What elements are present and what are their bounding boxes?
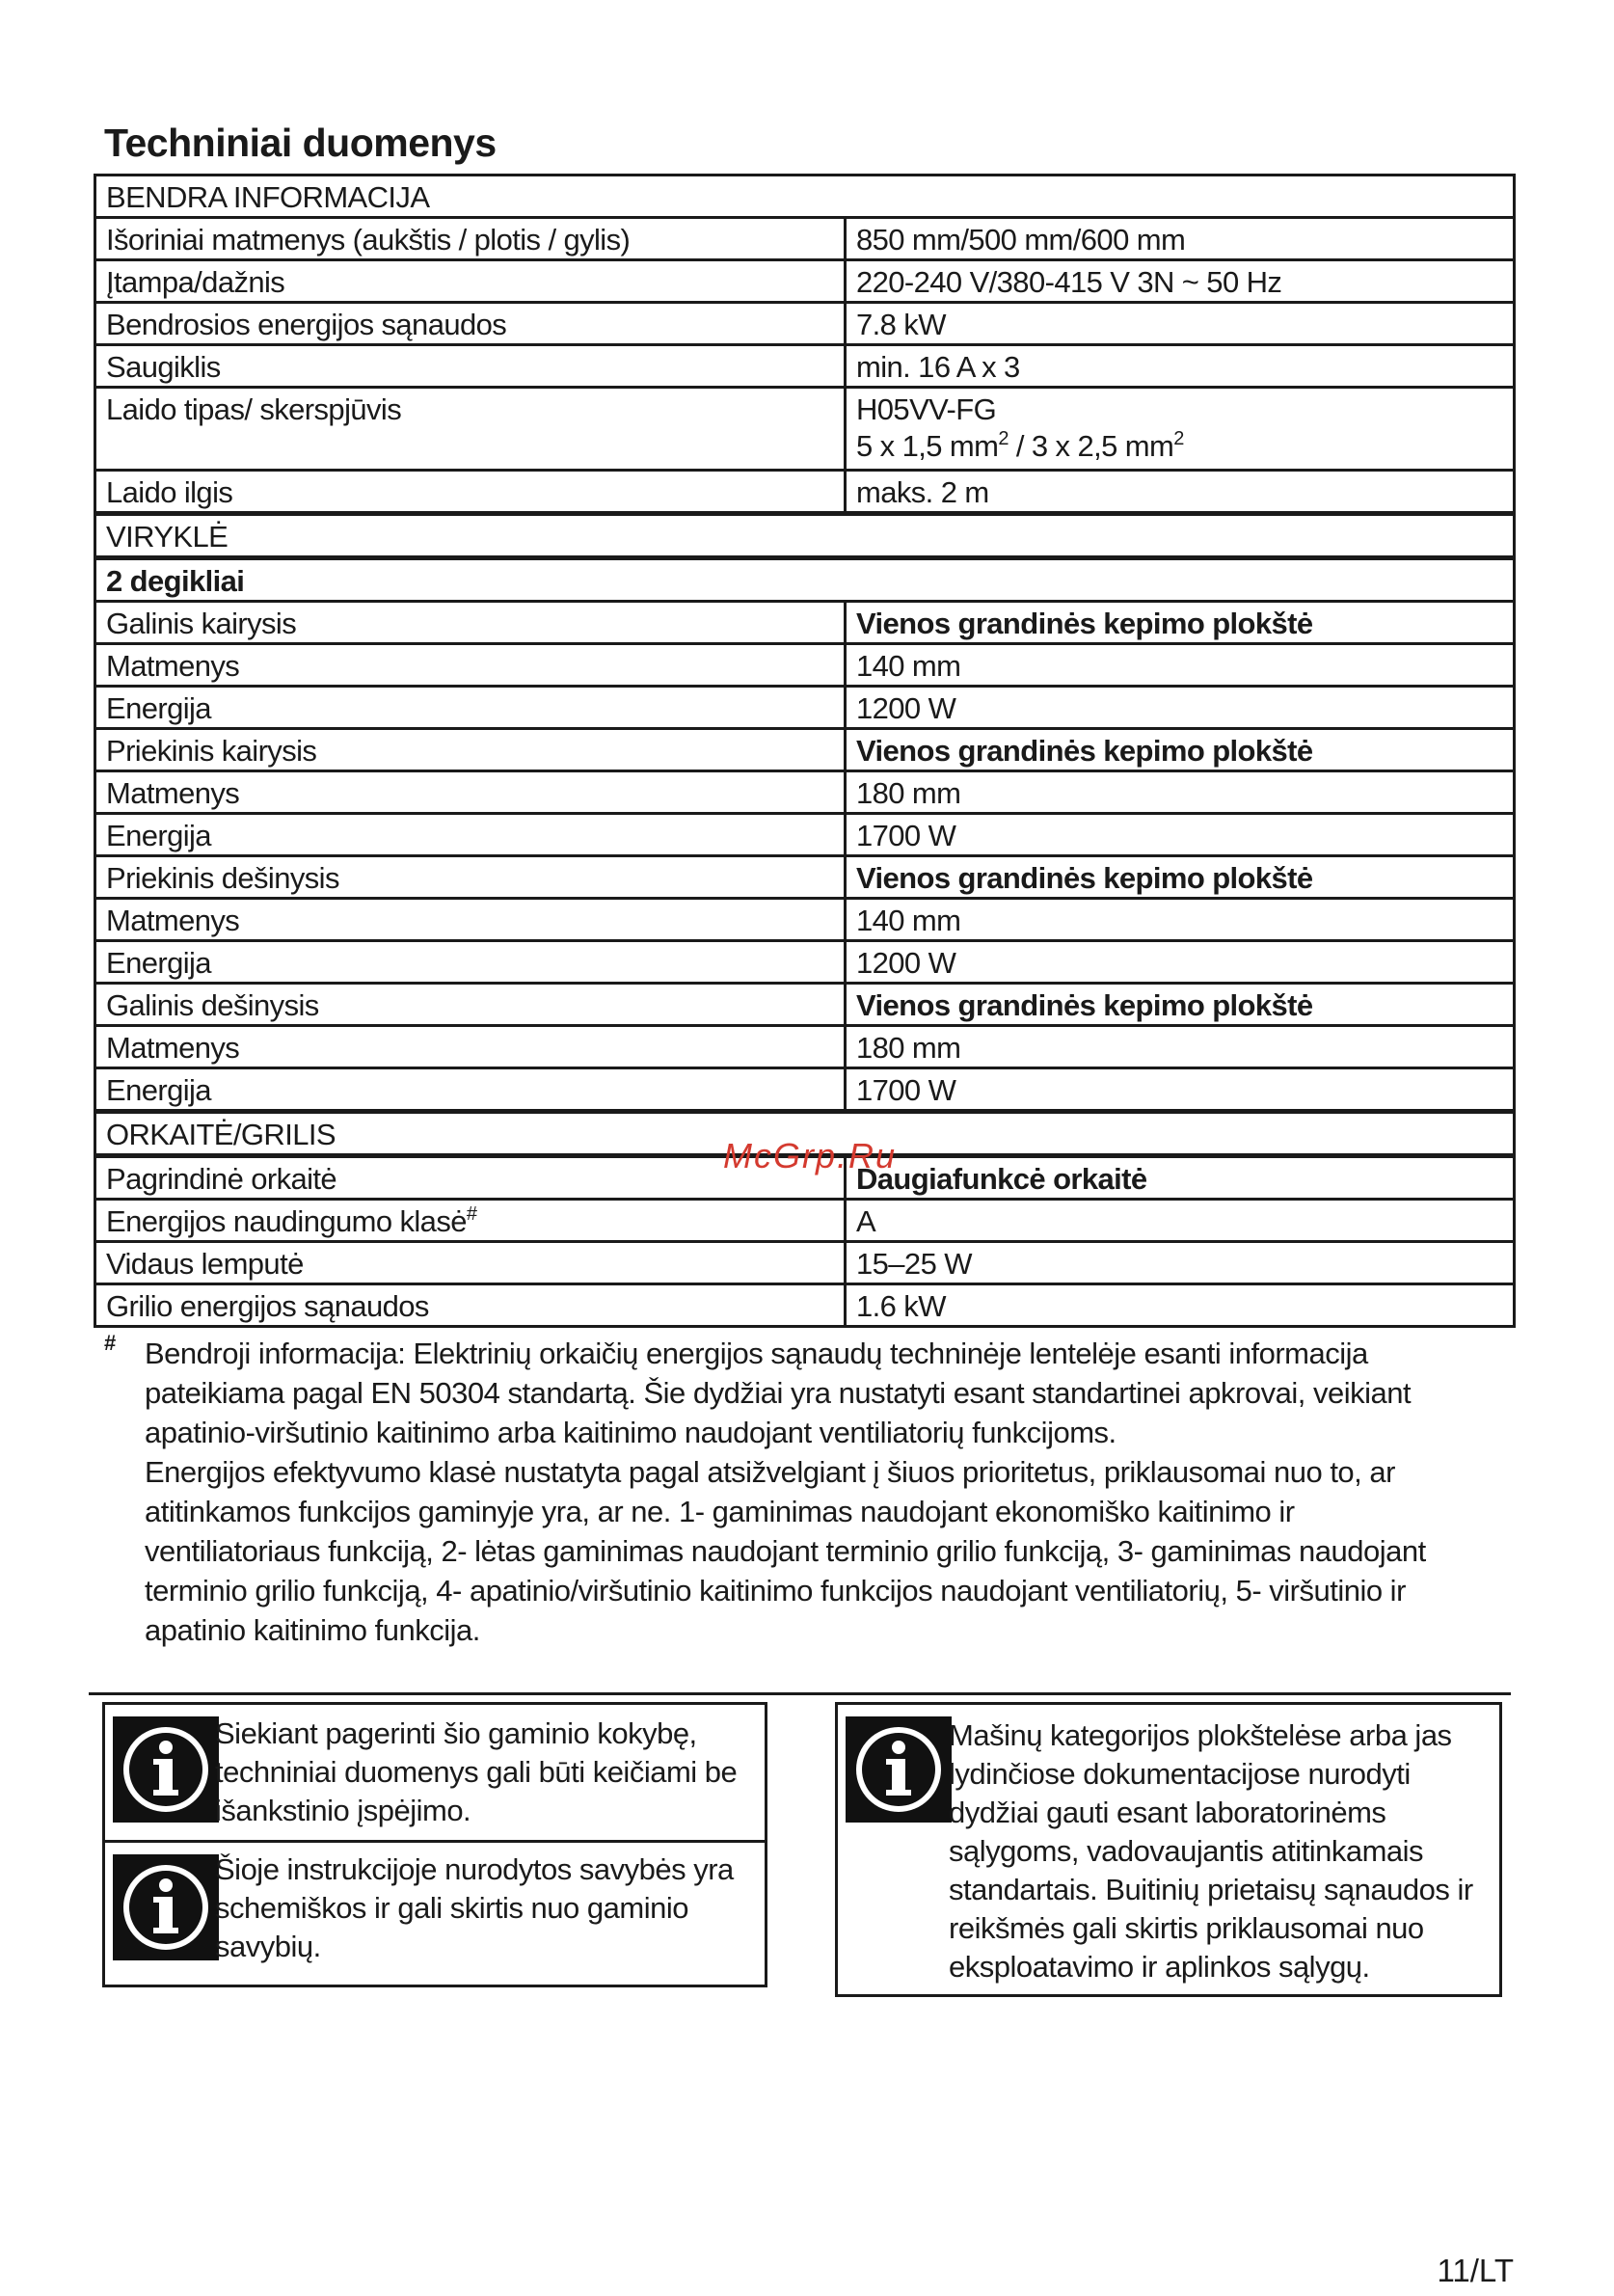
cable-section-b: / 3 x 2,5 mm bbox=[1008, 429, 1174, 463]
cell-value: 1700 W bbox=[846, 1068, 1515, 1112]
cell-label: Saugiklis bbox=[95, 345, 846, 388]
cell-value: Vienos grandinės kepimo plokštė bbox=[846, 856, 1515, 899]
cell-label: Laido ilgis bbox=[95, 471, 846, 514]
cell-label: Laido tipas/ skerspjūvis bbox=[95, 388, 846, 471]
page-number: 11/LT bbox=[1437, 2253, 1514, 2288]
table-row bbox=[95, 856, 1515, 899]
table-row bbox=[95, 687, 1515, 729]
table-row bbox=[95, 558, 1515, 602]
info-icon bbox=[846, 1716, 952, 1823]
table-row bbox=[95, 1200, 1515, 1242]
cell-value: 140 mm bbox=[846, 899, 1515, 941]
cell-value: Vienos grandinės kepimo plokštė bbox=[846, 729, 1515, 771]
table-row bbox=[95, 218, 1515, 260]
cell-value: 850 mm/500 mm/600 mm bbox=[846, 218, 1515, 260]
cell-value: A bbox=[846, 1200, 1515, 1242]
footnote-mark: # bbox=[104, 1331, 117, 1355]
section-header-oven: ORKAITĖ/GRILIS bbox=[95, 1112, 1515, 1156]
info-text: Siekiant pagerinti šio gaminio kokybę, techniniai duomenys gali būti keičiami be išankstinio įspėjimo. bbox=[215, 1716, 738, 1827]
info-box-left bbox=[102, 1702, 767, 1987]
cell-label: Energija bbox=[95, 814, 846, 856]
cell-value: 180 mm bbox=[846, 1026, 1515, 1068]
table-row bbox=[95, 303, 1515, 345]
table-row bbox=[95, 729, 1515, 771]
table-row bbox=[95, 771, 1515, 814]
cell-value: 1200 W bbox=[846, 941, 1515, 984]
table-row bbox=[95, 899, 1515, 941]
cell-value: 7.8 kW bbox=[846, 303, 1515, 345]
cell-label: Energija bbox=[95, 1068, 846, 1112]
table-row bbox=[95, 514, 1515, 558]
cell-label: Vidaus lemputė bbox=[95, 1242, 846, 1284]
table-row bbox=[95, 471, 1515, 514]
info-text: Šioje instrukcijoje nurodytos savybės yra schemiškos ir gali skirtis nuo gaminio savybių. bbox=[215, 1852, 734, 1963]
cell-value: 220-240 V/380-415 V 3N ~ 50 Hz bbox=[846, 260, 1515, 303]
cable-section-a: 5 x 1,5 mm bbox=[856, 429, 999, 463]
watermark: McGrp.Ru bbox=[723, 1136, 898, 1175]
table-row bbox=[95, 260, 1515, 303]
footnote-mark: # bbox=[466, 1203, 477, 1225]
cell-label: Pagrindinė orkaitė bbox=[95, 1156, 846, 1200]
table-row bbox=[95, 1242, 1515, 1284]
cell-value: 180 mm bbox=[846, 771, 1515, 814]
table-row bbox=[95, 345, 1515, 388]
superscript: 2 bbox=[1173, 428, 1184, 449]
divider bbox=[89, 1692, 1511, 1695]
cell-label: Matmenys bbox=[95, 644, 846, 687]
footnote-paragraph: Energijos efektyvumo klasė nustatyta pagal atsižvelgiant į šiuos prioritetus, priklausomai nuo to, ar atitinkamos funkcijos gaminyje yra, ar ne. 1- gaminimas naudojant ekonomiško kaitinimo ir ventiliatoriaus funkciją, 2- lėtas gaminimas naudojant terminio grilio funkciją, 3- gaminimas naudojant terminio grilio funkciją, 4- apatinio/viršutinio kaitinimo funkcijos naudojant ventiliatorių, 5- viršutinio ir apatinio kaitinimo funkcija. bbox=[145, 1455, 1426, 1647]
table-row bbox=[95, 941, 1515, 984]
cell-value: 15–25 W bbox=[846, 1242, 1515, 1284]
cell-label: Energija bbox=[95, 941, 846, 984]
cell-value: 1200 W bbox=[846, 687, 1515, 729]
cell-value: min. 16 A x 3 bbox=[846, 345, 1515, 388]
subheader-burners: 2 degikliai bbox=[95, 558, 1515, 602]
table-row bbox=[95, 1284, 1515, 1327]
cell-value: Vienos grandinės kepimo plokštė bbox=[846, 984, 1515, 1026]
info-icon bbox=[113, 1854, 219, 1960]
section-header-general: BENDRA INFORMACIJA bbox=[95, 176, 1515, 218]
cell-label bbox=[95, 1200, 846, 1242]
info-icon bbox=[113, 1716, 219, 1823]
footnote bbox=[145, 1334, 1475, 1650]
cell-label: Bendrosios energijos sąnaudos bbox=[95, 303, 846, 345]
efficiency-label: Energijos naudingumo klasė bbox=[106, 1204, 467, 1238]
info-box-right bbox=[835, 1702, 1502, 1997]
cell-value: 140 mm bbox=[846, 644, 1515, 687]
cell-value: Vienos grandinės kepimo plokštė bbox=[846, 602, 1515, 644]
info-row bbox=[105, 1705, 765, 1843]
table-row bbox=[95, 644, 1515, 687]
cell-label: Galinis dešinysis bbox=[95, 984, 846, 1026]
cell-label: Matmenys bbox=[95, 771, 846, 814]
table-row bbox=[95, 984, 1515, 1026]
cell-label: Galinis kairysis bbox=[95, 602, 846, 644]
cell-label: Grilio energijos sąnaudos bbox=[95, 1284, 846, 1327]
info-text: Mašinų kategorijos plokštelėse arba jas lydinčiose dokumentacijose nurodyti dydžiai gauti esant laboratorinėms sąlygoms, vadovaujantis atitinkamais standartais. Buitinių prietaisų sąnaudos ir reikšmės gali skirtis priklausomai nuo eksploatavimo ir aplinkos sąlygų. bbox=[949, 1718, 1473, 1984]
table-row bbox=[95, 814, 1515, 856]
footnote-paragraph: Bendroji informacija: Elektrinių orkaičių energijos sąnaudų techninėje lentelėje esanti informacija pateikiama pagal EN 50304 standartą. Šie dydžiai yra nustatyti esant standartinei apkrovai, veikiant apatinio-viršutinio kaitinimo arba kaitinimo naudojant ventiliatorių funkcijoms. bbox=[145, 1337, 1412, 1449]
cell-label: Išoriniai matmenys (aukštis / plotis / gylis) bbox=[95, 218, 846, 260]
cell-label: Matmenys bbox=[95, 1026, 846, 1068]
cell-label: Matmenys bbox=[95, 899, 846, 941]
superscript: 2 bbox=[998, 428, 1009, 449]
table-row bbox=[95, 176, 1515, 218]
cell-value bbox=[846, 388, 1515, 471]
cable-type: H05VV-FG bbox=[856, 392, 997, 426]
cell-value: Daugiafunkcė orkaitė bbox=[846, 1156, 1515, 1200]
cell-label: Priekinis dešinysis bbox=[95, 856, 846, 899]
cell-label: Priekinis kairysis bbox=[95, 729, 846, 771]
cell-label: Įtampa/dažnis bbox=[95, 260, 846, 303]
table-row bbox=[95, 388, 1515, 471]
cell-label: Energija bbox=[95, 687, 846, 729]
table-row bbox=[95, 1068, 1515, 1112]
table-row bbox=[95, 1026, 1515, 1068]
section-header-hob: VIRYKLĖ bbox=[95, 514, 1515, 558]
cell-value: maks. 2 m bbox=[846, 471, 1515, 514]
info-row bbox=[105, 1843, 765, 1985]
table-row bbox=[95, 602, 1515, 644]
cell-value: 1.6 kW bbox=[846, 1284, 1515, 1327]
cell-value: 1700 W bbox=[846, 814, 1515, 856]
page-title: Techniniai duomenys bbox=[104, 121, 497, 165]
